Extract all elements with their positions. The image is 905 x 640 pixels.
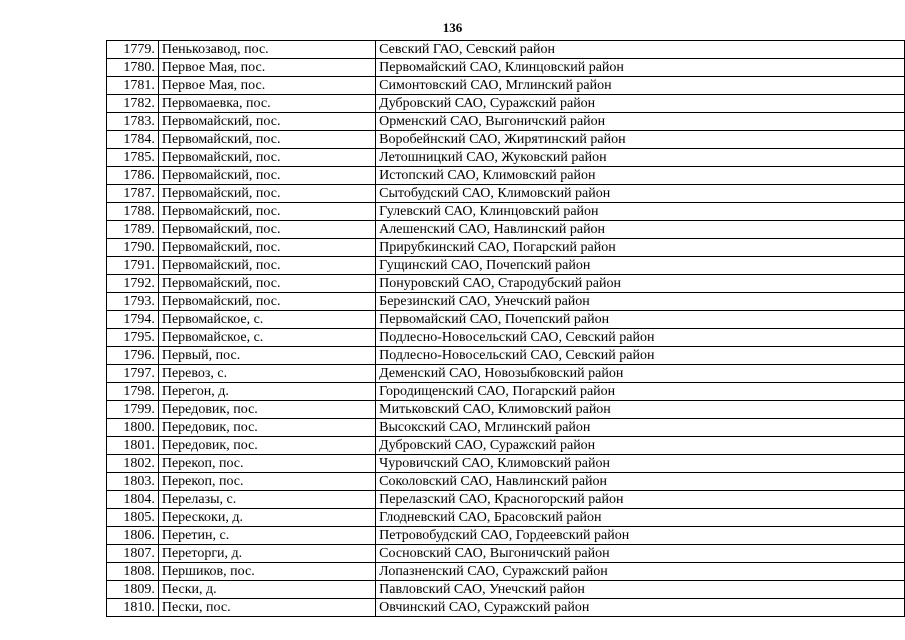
table-row bbox=[107, 455, 905, 473]
administrative-unit: Митьковский САО, Климовский район bbox=[376, 401, 905, 419]
settlement-name: Первомайский, пос. bbox=[158, 131, 375, 149]
settlement-name: Переторги, д. bbox=[158, 545, 375, 563]
settlement-name: Первомаевка, пос. bbox=[158, 95, 375, 113]
administrative-unit: Деменский САО, Новозыбковский район bbox=[376, 365, 905, 383]
table-row bbox=[107, 527, 905, 545]
settlement-name: Первомайский, пос. bbox=[158, 239, 375, 257]
row-number: 1792. bbox=[107, 275, 159, 293]
page-number: 136 bbox=[442, 20, 463, 35]
settlement-name: Передовик, пос. bbox=[158, 419, 375, 437]
settlement-name: Первый, пос. bbox=[158, 347, 375, 365]
settlement-name: Пенькозавод, пос. bbox=[158, 41, 375, 59]
settlement-name: Перетин, с. bbox=[158, 527, 375, 545]
row-number: 1784. bbox=[107, 131, 159, 149]
settlement-name: Первомайский, пос. bbox=[158, 221, 375, 239]
administrative-unit: Дубровский САО, Суражский район bbox=[376, 437, 905, 455]
table-row bbox=[107, 59, 905, 77]
table-row bbox=[107, 149, 905, 167]
administrative-unit: Истопский САО, Климовский район bbox=[376, 167, 905, 185]
settlement-name: Первомайский, пос. bbox=[158, 185, 375, 203]
administrative-unit: Симонтовский САО, Мглинский район bbox=[376, 77, 905, 95]
row-number: 1796. bbox=[107, 347, 159, 365]
administrative-unit: Лопазненский САО, Суражский район bbox=[376, 563, 905, 581]
administrative-unit: Орменский САО, Выгоничский район bbox=[376, 113, 905, 131]
row-number: 1780. bbox=[107, 59, 159, 77]
row-number: 1805. bbox=[107, 509, 159, 527]
table-row bbox=[107, 167, 905, 185]
row-number: 1802. bbox=[107, 455, 159, 473]
administrative-unit: Первомайский САО, Клинцовский район bbox=[376, 59, 905, 77]
administrative-unit: Дубровский САО, Суражский район bbox=[376, 95, 905, 113]
row-number: 1779. bbox=[107, 41, 159, 59]
row-number: 1781. bbox=[107, 77, 159, 95]
administrative-unit: Гулевский САО, Клинцовский район bbox=[376, 203, 905, 221]
table-row bbox=[107, 239, 905, 257]
administrative-unit: Сытобудский САО, Климовский район bbox=[376, 185, 905, 203]
table-row bbox=[107, 581, 905, 599]
table-row bbox=[107, 563, 905, 581]
row-number: 1798. bbox=[107, 383, 159, 401]
administrative-unit: Соколовский САО, Навлинский район bbox=[376, 473, 905, 491]
administrative-unit: Летошницкий САО, Жуковский район bbox=[376, 149, 905, 167]
settlement-name: Первое Мая, пос. bbox=[158, 59, 375, 77]
settlement-name: Перегон, д. bbox=[158, 383, 375, 401]
settlement-name: Первомайское, с. bbox=[158, 311, 375, 329]
settlement-name: Первомайский, пос. bbox=[158, 275, 375, 293]
row-number: 1808. bbox=[107, 563, 159, 581]
row-number: 1794. bbox=[107, 311, 159, 329]
row-number: 1782. bbox=[107, 95, 159, 113]
row-number: 1810. bbox=[107, 599, 159, 617]
row-number: 1797. bbox=[107, 365, 159, 383]
row-number: 1807. bbox=[107, 545, 159, 563]
table-row bbox=[107, 437, 905, 455]
administrative-unit: Павловский САО, Унечский район bbox=[376, 581, 905, 599]
table-row bbox=[107, 221, 905, 239]
settlement-name: Пески, д. bbox=[158, 581, 375, 599]
row-number: 1799. bbox=[107, 401, 159, 419]
row-number: 1787. bbox=[107, 185, 159, 203]
row-number: 1789. bbox=[107, 221, 159, 239]
settlement-name: Першиков, пос. bbox=[158, 563, 375, 581]
administrative-unit: Первомайский САО, Почепский район bbox=[376, 311, 905, 329]
administrative-unit: Понуровский САО, Стародубский район bbox=[376, 275, 905, 293]
administrative-unit: Березинский САО, Унечский район bbox=[376, 293, 905, 311]
table-row bbox=[107, 599, 905, 617]
administrative-unit: Сосновский САО, Выгоничский район bbox=[376, 545, 905, 563]
administrative-unit: Петровобудский САО, Гордеевский район bbox=[376, 527, 905, 545]
row-number: 1804. bbox=[107, 491, 159, 509]
settlement-name: Первомайское, с. bbox=[158, 329, 375, 347]
administrative-unit: Прирубкинский САО, Погарский район bbox=[376, 239, 905, 257]
table-row bbox=[107, 275, 905, 293]
row-number: 1790. bbox=[107, 239, 159, 257]
table-row bbox=[107, 545, 905, 563]
administrative-unit: Подлесно-Новосельский САО, Севский район bbox=[376, 329, 905, 347]
table-row bbox=[107, 185, 905, 203]
table-row bbox=[107, 311, 905, 329]
settlement-name: Перескоки, д. bbox=[158, 509, 375, 527]
table-row bbox=[107, 203, 905, 221]
settlement-name: Первомайский, пос. bbox=[158, 113, 375, 131]
row-number: 1793. bbox=[107, 293, 159, 311]
table-row bbox=[107, 329, 905, 347]
row-number: 1783. bbox=[107, 113, 159, 131]
row-number: 1795. bbox=[107, 329, 159, 347]
administrative-unit: Алешенский САО, Навлинский район bbox=[376, 221, 905, 239]
table-body bbox=[107, 41, 905, 617]
row-number: 1788. bbox=[107, 203, 159, 221]
row-number: 1786. bbox=[107, 167, 159, 185]
administrative-unit: Городищенский САО, Погарский район bbox=[376, 383, 905, 401]
table-row bbox=[107, 347, 905, 365]
table-row bbox=[107, 491, 905, 509]
settlement-name: Первомайский, пос. bbox=[158, 167, 375, 185]
administrative-unit: Севский ГАО, Севский район bbox=[376, 41, 905, 59]
settlement-name: Перекоп, пос. bbox=[158, 473, 375, 491]
table-row bbox=[107, 113, 905, 131]
table-row bbox=[107, 131, 905, 149]
table-row bbox=[107, 401, 905, 419]
table-row bbox=[107, 383, 905, 401]
administrative-unit: Глодневский САО, Брасовский район bbox=[376, 509, 905, 527]
settlement-name: Первомайский, пос. bbox=[158, 293, 375, 311]
settlement-name: Перекоп, пос. bbox=[158, 455, 375, 473]
row-number: 1800. bbox=[107, 419, 159, 437]
settlement-name: Первое Мая, пос. bbox=[158, 77, 375, 95]
settlement-name: Передовик, пос. bbox=[158, 401, 375, 419]
administrative-unit: Подлесно-Новосельский САО, Севский район bbox=[376, 347, 905, 365]
table-row bbox=[107, 473, 905, 491]
table-row bbox=[107, 365, 905, 383]
settlement-name: Перелазы, с. bbox=[158, 491, 375, 509]
administrative-unit: Перелазский САО, Красногорский район bbox=[376, 491, 905, 509]
table-row bbox=[107, 77, 905, 95]
administrative-unit: Чуровичский САО, Климовский район bbox=[376, 455, 905, 473]
row-number: 1809. bbox=[107, 581, 159, 599]
settlements-table bbox=[106, 40, 905, 617]
settlement-name: Пески, пос. bbox=[158, 599, 375, 617]
settlement-name: Перевоз, с. bbox=[158, 365, 375, 383]
table-row bbox=[107, 257, 905, 275]
settlement-name: Передовик, пос. bbox=[158, 437, 375, 455]
table-row bbox=[107, 41, 905, 59]
administrative-unit: Воробейнский САО, Жирятинский район bbox=[376, 131, 905, 149]
administrative-unit: Высокский САО, Мглинский район bbox=[376, 419, 905, 437]
administrative-unit: Гущинский САО, Почепский район bbox=[376, 257, 905, 275]
settlement-name: Первомайский, пос. bbox=[158, 149, 375, 167]
settlement-name: Первомайский, пос. bbox=[158, 203, 375, 221]
table-row bbox=[107, 509, 905, 527]
administrative-unit: Овчинский САО, Суражский район bbox=[376, 599, 905, 617]
table-row bbox=[107, 419, 905, 437]
row-number: 1791. bbox=[107, 257, 159, 275]
row-number: 1801. bbox=[107, 437, 159, 455]
settlement-name: Первомайский, пос. bbox=[158, 257, 375, 275]
row-number: 1806. bbox=[107, 527, 159, 545]
row-number: 1785. bbox=[107, 149, 159, 167]
table-row bbox=[107, 293, 905, 311]
table-row bbox=[107, 95, 905, 113]
row-number: 1803. bbox=[107, 473, 159, 491]
